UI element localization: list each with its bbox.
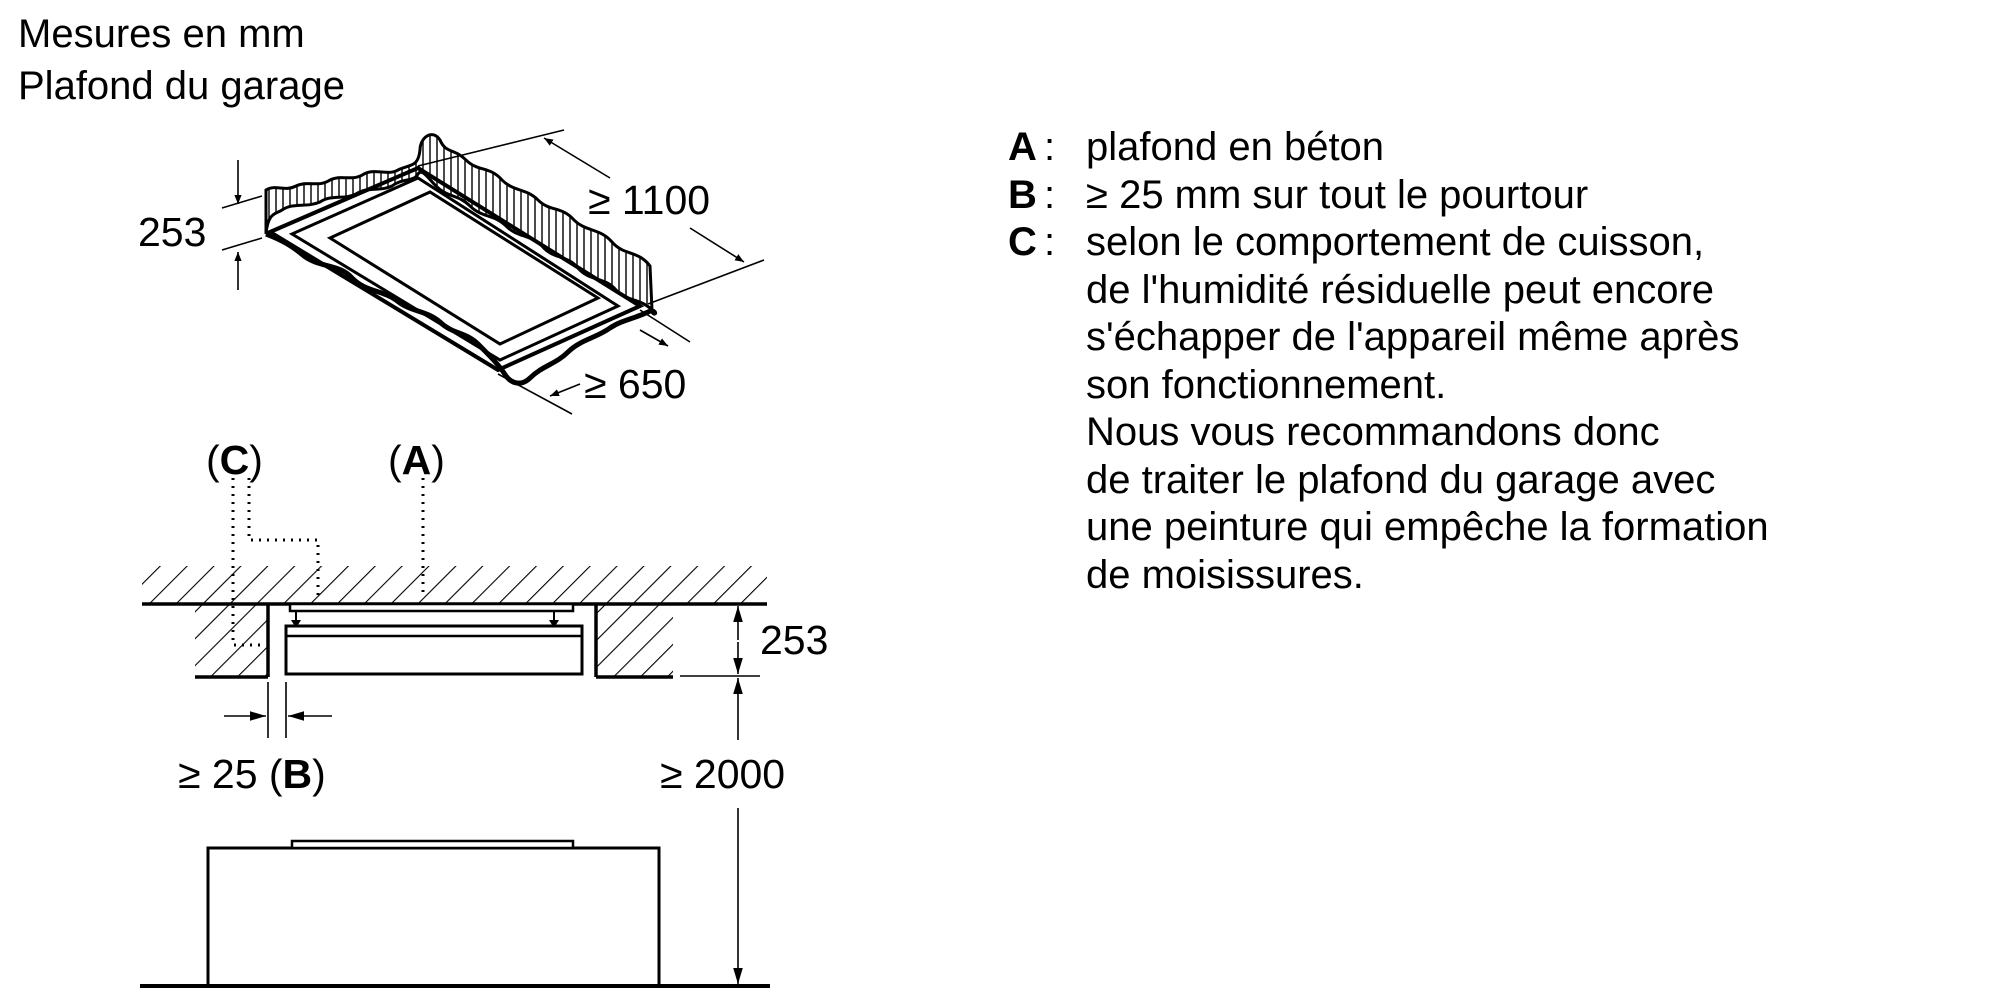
section-view	[140, 437, 828, 986]
mounting-plate	[290, 604, 573, 611]
legend-line: Nous vous recommandons donc	[1086, 410, 1660, 454]
legend-item-c: C : selon le comportement de cuisson, de l'humidité résiduelle peut encore s'échapper de l'appareil même après son fonctionnement. Nous vous recommandons donc de traiter le plafond du garage avec une peinture qui empêche la formation de moisissures.	[1008, 219, 1769, 599]
legend-line: plafond en béton	[1086, 125, 1385, 169]
legend-item-a: A : plafond en béton	[1008, 124, 1769, 172]
ceiling-slab	[142, 566, 767, 604]
section-height-label: 253	[760, 617, 829, 663]
callout-a: (A)	[388, 437, 445, 483]
recess-wall-right	[596, 604, 673, 677]
legend-key: C	[1008, 220, 1037, 264]
callout-c: (C)	[206, 437, 263, 483]
legend-line: de moisissures.	[1086, 552, 1364, 597]
legend	[1008, 124, 1769, 599]
legend-line: s'échapper de l'appareil même après	[1086, 315, 1740, 359]
cooktop-surface	[292, 841, 573, 848]
iso-height-label: 253	[138, 209, 207, 255]
gap-label: ≥ 25 (B)	[178, 751, 326, 797]
iso-width-label: ≥ 650	[584, 361, 687, 407]
legend-line: ≥ 25 mm sur tout le pourtour	[1086, 172, 1589, 217]
cooktop-unit	[208, 848, 659, 986]
legend-line: selon le comportement de cuisson,	[1086, 220, 1705, 264]
isometric-ceiling-view	[138, 130, 764, 414]
legend-line: de traiter le plafond du garage avec	[1086, 457, 1716, 502]
hood-unit-section	[286, 626, 582, 674]
legend-item-b: B : ≥ 25 mm sur tout le pourtour	[1008, 172, 1769, 220]
legend-key: A	[1008, 125, 1037, 169]
iso-length-label: ≥ 1100	[588, 177, 711, 223]
legend-line: une peinture qui empêche la formation	[1086, 505, 1769, 549]
legend-key: B	[1008, 172, 1037, 217]
location-title: Plafond du garage	[18, 64, 345, 108]
units-note: Mesures en mm	[18, 12, 305, 56]
clearance-label: ≥ 2000	[660, 751, 786, 797]
legend-line: son fonctionnement.	[1086, 362, 1447, 407]
legend-line: de l'humidité résiduelle peut encore	[1086, 267, 1715, 312]
